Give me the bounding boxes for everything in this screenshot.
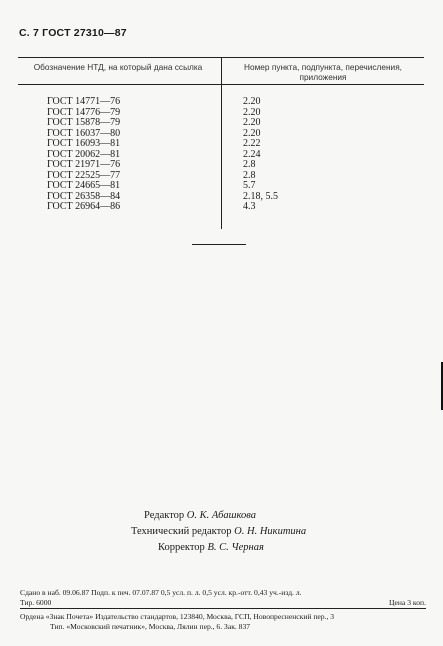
table-row-doc: ГОСТ 16093—81 — [47, 138, 121, 149]
table-row-ref: 2.18, 5.5 — [243, 190, 278, 202]
document-column — [47, 97, 120, 213]
table-row-doc: ГОСТ 21971—76 — [47, 159, 121, 170]
printer-line: Тип. «Московский печатник», Москва, Лялин пер., 6. Зак. 837 — [50, 621, 251, 631]
references-table — [18, 48, 424, 228]
table-column-divider — [221, 57, 222, 229]
table-row-ref: 2.8 — [243, 169, 256, 181]
table-row-doc: ГОСТ 26358—84 — [47, 190, 121, 202]
page-header: С. 7 ГОСТ 27310—87 — [19, 27, 127, 39]
table-row-ref: 2.20 — [243, 117, 261, 128]
table-row-doc: ГОСТ 26964—86 — [47, 201, 121, 212]
table-row-ref: 2.20 — [243, 127, 261, 139]
imprint-block — [20, 588, 426, 607]
table-row-ref: 2.24 — [243, 148, 261, 160]
tech-editor-credit — [120, 524, 420, 540]
tech-editor-name: О. Н. Никитина — [234, 526, 307, 537]
table-row-ref: 5.7 — [243, 180, 256, 191]
table-row-ref: 2.20 — [243, 106, 261, 118]
corrector-credit — [120, 540, 420, 556]
editor-credit — [120, 508, 420, 524]
imprint-rule — [20, 608, 426, 609]
imprint-line-2 — [20, 598, 426, 608]
publisher-line: Ордена «Знак Почета» Издательство стандартов, 123840, Москва, ГСП, Новопресненский пер., 3 — [20, 612, 335, 621]
table-row-ref: 4.3 — [243, 201, 256, 212]
publisher-footer — [20, 612, 426, 631]
price: Цена 3 коп. — [389, 597, 426, 607]
table-row-ref: 2.22 — [243, 138, 261, 149]
reference-column — [243, 97, 278, 213]
imprint-line-1: Сдано в наб. 09.06.87 Подп. к печ. 07.07.87 0,5 усл. п. л. 0,5 усл. кр.-отт. 0,43 уч.-изд. л. — [20, 588, 302, 597]
corrector-label: Корректор — [158, 542, 205, 553]
table-row-ref: 2.20 — [243, 96, 261, 107]
column-header-document: Обозначение НТД, на который дана ссылка — [33, 62, 203, 72]
table-row-doc: ГОСТ 22525—77 — [47, 169, 121, 181]
table-row-doc: ГОСТ 24665—81 — [47, 180, 121, 191]
editor-label: Редактор — [144, 510, 185, 521]
table-row-doc: ГОСТ 15878—79 — [47, 117, 121, 128]
table-row-doc: ГОСТ 14771—76 — [47, 96, 121, 107]
table-row-doc: ГОСТ 14776—79 — [47, 106, 121, 118]
tech-editor-label: Технический редактор — [131, 526, 232, 537]
table-row-doc: ГОСТ 20062—81 — [47, 148, 121, 160]
corrector-name: В. С. Черная — [207, 542, 264, 553]
print-run: Тир. 6000 — [20, 597, 52, 607]
credits-block — [120, 508, 420, 556]
column-header-reference: Номер пункта, подпункта, перечисления, приложения — [243, 62, 402, 82]
table-row-ref: 2.8 — [243, 159, 256, 170]
table-row-doc: ГОСТ 16037—80 — [47, 127, 121, 139]
section-end-rule — [192, 244, 246, 245]
editor-name: О. К. Абашкова — [186, 510, 257, 521]
